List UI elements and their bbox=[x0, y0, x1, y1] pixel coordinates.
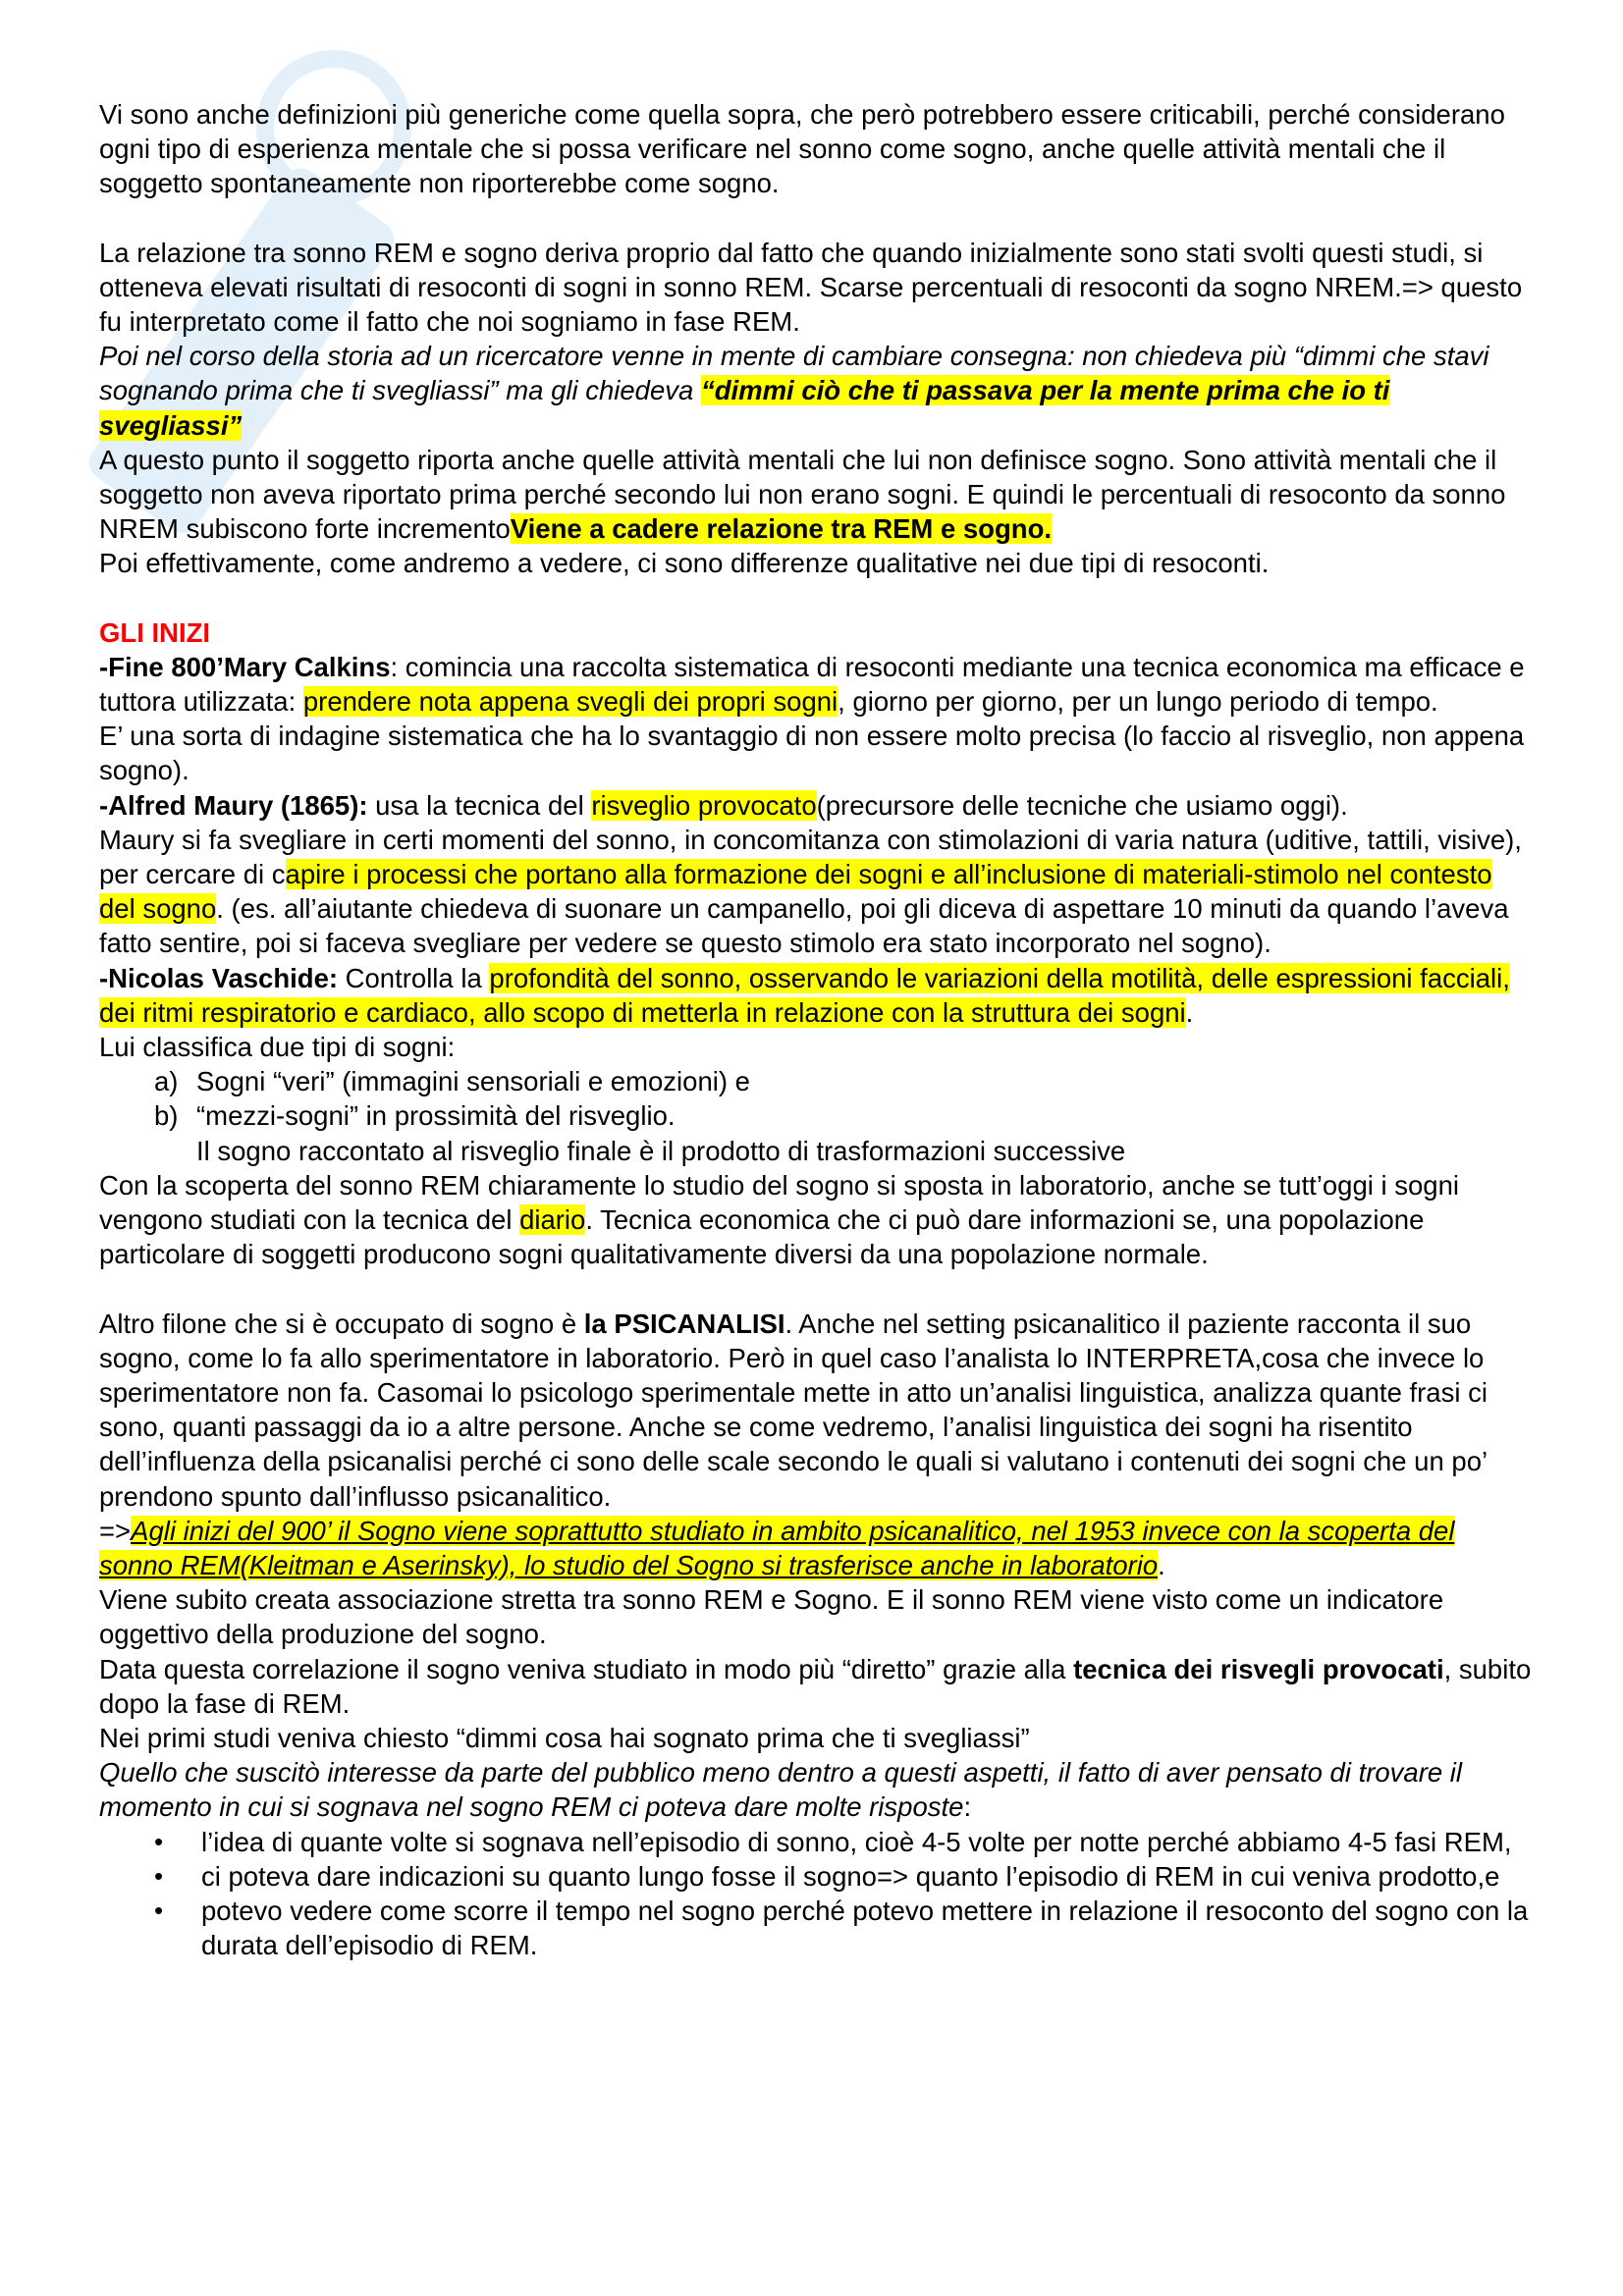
paragraph-incremento: A questo punto il soggetto riporta anche quelle attività mentali che lui non definisce sogno. Sono attività mentali che il soggetto non aveva riportato prima perché secondo lui non erano sogni. E quindi le percentuali di resoconto da sonno NREM subiscono forte incrementoViene a cadere relazione tra REM e sogno. bbox=[99, 444, 1506, 545]
paragraph-interesse: Quello che suscitò interesse da parte del pubblico meno dentro a questi aspetti, il fatto di aver pensato di trovare il momento in cui si sognava nel sogno REM ci poteva dare molte risposte: bbox=[99, 1757, 1463, 1823]
paragraph-vaschide-2: dei ritmi respiratorio e cardiaco, allo scopo di metterla in relazione con la struttura dei sogni. bbox=[99, 996, 1194, 1028]
paragraph-definizioni: Vi sono anche definizioni più generiche come quella sopra, che però potrebbero essere criticabili, perché considerano ogni tipo di esperienza mentale che si possa verificare nel sonno come sogno, anche quelle attività mentali che il soggetto spontaneamente non riporterebbe come sogno. bbox=[99, 99, 1505, 199]
paragraph-storia: =>Agli inizi del 900’ il Sogno viene soprattutto studiato in ambito psicanalitico, nel 1953 invece con la scoperta del sonno REM(Kleitman e Aserinsky), lo studio del Sogno si trasferisce anche in laboratorio. bbox=[99, 1515, 1455, 1580]
paragraph-vaschide-3: Lui classifica due tipi di sogni: bbox=[99, 1032, 456, 1063]
bullet-icon: • bbox=[154, 1826, 164, 1856]
paragraph-relazione: La relazione tra sonno REM e sogno deriva proprio dal fatto che quando inizialmente sono stati svolti questi studi, si otteneva elevati risultati di resoconti di sogni in sonno REM. Scarse percentuali di resoconti da sogno NREM.=> questo fu interpretato come il fatto che noi sogniamo in fase REM. bbox=[99, 237, 1523, 338]
paragraph-vaschide: -Nicolas Vaschide: Controlla la profondità del sonno, osservando le variazioni della motilità, delle espressioni facciali, bbox=[99, 962, 1510, 993]
ordered-list bbox=[99, 1064, 1533, 1133]
paragraph-associazione: Viene subito creata associazione stretta tra sonno REM e Sogno. E il sonno REM viene visto come un indicatore oggettivo della produzione del sogno. bbox=[99, 1584, 1444, 1650]
bullet-icon: • bbox=[154, 1860, 164, 1891]
paragraph-primi-studi: Nei primi studi veniva chiesto “dimmi cosa hai sognato prima che ti svegliassi” bbox=[99, 1722, 1030, 1753]
paragraph-differenze: Poi effettivamente, come andremo a vedere, ci sono differenze qualitative nei due tipi di resoconti. bbox=[99, 548, 1270, 579]
list-item: b) “mezzi-sogni” in prossimità del risveglio. bbox=[154, 1100, 676, 1132]
paragraph-psicanalisi: Altro filone che si è occupato di sogno è la PSICANALISI. Anche nel setting psicanalitico il paziente racconta il suo sogno, come lo fa allo sperimentatore in laboratorio. Però in quel caso l’analista lo INTERPRETA,cosa che invece lo sperimentatore non fa. Casomai lo psicologo sperimentale mette in atto un’analisi linguistica, analizza quante frasi ci sono, quanti passaggi da io a altre persone. Anche se come vedremo, l’analisi linguistica dei sogni ha risentito dell’influenza della psicanalisi perché ci sono delle scale secondo le quali si valutano i contenuti dei sogni che un po’ prendono spunto dall’influsso psicanalitico. bbox=[99, 1308, 1488, 1512]
list-item: • ci poteva dare indicazioni su quanto lungo fosse il sogno=> quanto l’episodio di REM in cui veniva prodotto,e bbox=[99, 1859, 1533, 1894]
paragraph-calkins: -Fine 800’Mary Calkins: comincia una raccolta sistematica di resoconti mediante una tecnica economica ma efficace e tuttora utilizzata: prendere nota appena svegli dei propri sogni, giorno per giorno, per un lungo periodo di tempo. bbox=[99, 651, 1525, 718]
list-item: • potevo vedere come scorre il tempo nel sogno perché potevo mettere in relazione il resoconto del sogno con la durata dell’episodio di REM. bbox=[154, 1895, 1529, 1961]
paragraph-maury: -Alfred Maury (1865): usa la tecnica del risveglio provocato(precursore delle tecniche che usiamo oggi). bbox=[99, 789, 1348, 821]
bullet-icon: • bbox=[154, 1895, 164, 1925]
paragraph-calkins-note: E’ una sorta di indagine sistematica che ha lo svantaggio di non essere molto precisa (lo faccio al risveglio, non appena sogno). bbox=[99, 721, 1525, 786]
paragraph-ricercatore: Poi nel corso della storia ad un ricercatore venne in mente di cambiare consegna: non chiedeva più “dimmi che stavi sognando prima che ti svegliassi” ma gli chiedeva “dimmi ciò che ti passava per la mente prima che io ti svegliassi” bbox=[99, 341, 1489, 441]
section-heading: GLI INIZI bbox=[99, 616, 211, 648]
paragraph-correlazione: Data questa correlazione il sogno veniva studiato in modo più “diretto” grazie alla tecnica dei risvegli provocati, subito dopo la fase di REM. bbox=[99, 1653, 1532, 1719]
list-item: • l’idea di quante volte si sognava nell’episodio di sonno, cioè 4-5 volte per notte perché abbiamo 4-5 fasi REM, bbox=[99, 1825, 1533, 1859]
bullet-list bbox=[99, 1825, 1533, 1963]
document-body bbox=[99, 97, 1533, 1962]
list-item: a) Sogni “veri” (immagini sensoriali e emozioni) e bbox=[154, 1066, 750, 1097]
highlight-relazione: Viene a cadere relazione tra REM e sogno. bbox=[510, 513, 1053, 545]
highlight-consegna: “dimmi ciò che ti passava per la mente prima che io ti svegliassi” bbox=[99, 375, 1390, 441]
paragraph-maury-detail: Maury si fa svegliare in certi momenti del sonno, in concomitanza con stimolazioni di varia natura (uditive, tattili, visive), per cercare di capire i processi che portano alla formazione dei sogni e all’inclusione di materiali-stimolo nel contesto del sogno. (es. all’aiutante chiedeva di suonare un campanello, poi gli diceva di aspettare 10 minuti da quando l’aveva fatto sentire, poi si faceva svegliare per vedere se questo stimolo era stato incorporato nel sogno). bbox=[99, 824, 1522, 959]
list-continuation: Il sogno raccontato al risveglio finale è il prodotto di trasformazioni successive bbox=[196, 1135, 1126, 1166]
paragraph-diario: Con la scoperta del sonno REM chiaramente lo studio del sogno si sposta in laboratorio, anche se tutt’oggi i sogni vengono studiati con la tecnica del diario. Tecnica economica che ci può dare informazioni se, una popolazione particolare di soggetti producono sogni qualitativamente diversi da una popolazione normale. bbox=[99, 1169, 1459, 1270]
